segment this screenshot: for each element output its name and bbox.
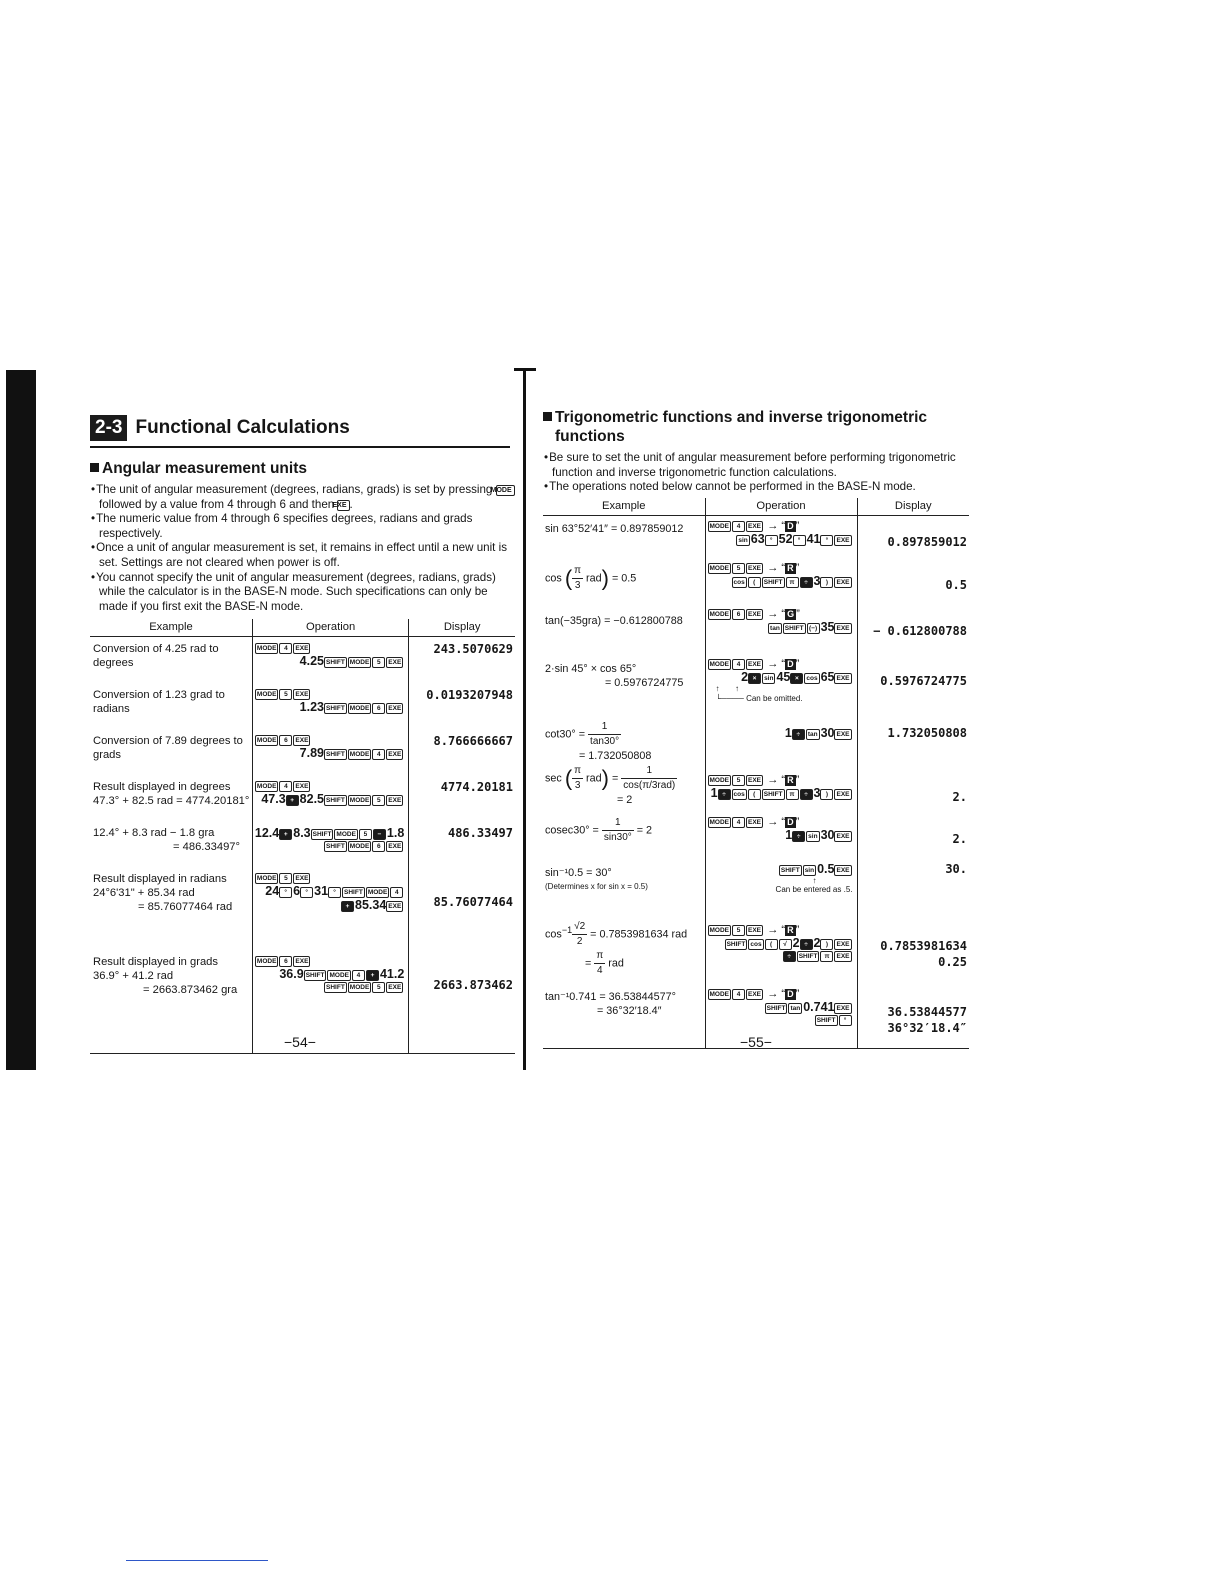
trig-table	[543, 498, 969, 1049]
display-value: 243.5070629	[433, 642, 513, 657]
header-example: Example	[543, 498, 705, 516]
mode-key-icon: MODE	[496, 485, 515, 496]
operation-cell: MODE 5 EXE → “ R ” SHIFT cos ( √ 2 ÷ 2 ) EXE ÷ SHIFT π EXE	[705, 914, 857, 978]
display-value: 85.76077464	[433, 895, 513, 910]
table-row	[90, 867, 515, 950]
display-value: 0.7853981634 0.25	[880, 938, 967, 969]
display-value: 2.	[952, 789, 967, 804]
example-cell: $\cos^{-1}$ $\frac{√2}{2}$ = 0.7853981634 rad = $\frac{\pi}{4}$ rad	[545, 920, 688, 976]
key-sequence: 4.25 SHIFT MODE 5 EXE	[299, 654, 402, 669]
key-sequence: SHIFT MODE 6 EXE	[326, 843, 402, 851]
section-title: Functional Calculations	[135, 417, 350, 438]
operation-cell: MODE 5 EXE → “ R ” 1 ÷ cos ( SHIFT π ÷ 3 ) EXE	[705, 764, 857, 812]
table-row	[543, 604, 969, 654]
example-cell: sin⁻¹0.5 = 30° (Determines x for sin x = 0.5)	[545, 866, 648, 891]
key-sequence: 24 ° 6 ° 31 ° SHIFT MODE 4	[253, 884, 408, 898]
key-sequence: MODE 6 EXE	[256, 737, 309, 745]
key-sequence: + 85.34 EXE	[253, 898, 408, 912]
header-operation: Operation	[705, 498, 857, 516]
example-cell: 12.4° + 8.3 rad − 1.8 gra = 486.33497°	[93, 827, 240, 854]
example-cell: sec ( $\frac{\pi}{3}$ rad) = $\frac{1}{\text{cos(π/3rad)}}$ = 2	[545, 764, 676, 806]
angular-bullets	[90, 483, 515, 614]
key-sequence: MODE 4 EXE	[256, 645, 309, 653]
key-sequence: SHIFT MODE 5 EXE	[326, 984, 402, 992]
table-row	[543, 764, 969, 812]
example-cell: Conversion of 7.89 degrees to grads	[93, 735, 243, 762]
example-cell: tan⁻¹0.741 = 36.53844577° = 36°32′18.4″	[543, 978, 705, 1049]
operation-cell	[252, 950, 408, 1033]
bullet-item: • The unit of angular measurement (degrees, radians, grads) is set by pressing MODE followed by a value from 4 through 6 and then EXE .	[90, 483, 515, 512]
display-value: 36.53844577 36°32′18.4″	[857, 978, 969, 1049]
table-row	[543, 914, 969, 978]
example-cell: Result displayed in grads 36.9° + 41.2 rad = 2663.873462 gra	[93, 956, 238, 997]
table-row	[543, 515, 969, 562]
example-cell: 2·sin 45° × cos 65° = 0.5976724775	[545, 662, 684, 689]
key-sequence: 1.23 SHIFT MODE 6 EXE	[299, 700, 402, 715]
left-page	[90, 400, 515, 1054]
table-header-row	[543, 498, 969, 516]
key-sequence: MODE 5 EXE	[256, 691, 309, 699]
square-bullet-icon	[543, 412, 552, 421]
operation-cell	[252, 683, 408, 729]
section-number-badge: 2-3	[90, 415, 127, 441]
operation-cell: MODE 4 EXE → “ D ” 1 ÷ sin 30 EXE	[705, 812, 857, 858]
key-sequence: MODE 6 EXE	[256, 958, 309, 966]
display-value: 8.766666667	[433, 734, 513, 749]
operation-cell	[252, 775, 408, 821]
operation-cell: MODE 5 EXE → “ R ” cos ( SHIFT π ÷ 3 ) EXE	[705, 562, 857, 604]
table-row	[543, 858, 969, 914]
display-value: 1.732050808	[887, 725, 967, 740]
table-row	[90, 637, 515, 684]
display-value: 0.5976724775	[880, 673, 967, 688]
table-row	[543, 562, 969, 604]
display-value: 0.5	[945, 577, 967, 592]
center-fold-rule	[523, 370, 526, 1070]
display-value: 4774.20181	[440, 780, 513, 795]
bullet-item: • Be sure to set the unit of angular measurement before performing trigonometric function and inverse trigonometric function calculations.	[543, 451, 969, 480]
bullet-item: • The operations noted below cannot be performed in the BASE-N mode.	[543, 480, 969, 495]
angular-table	[90, 619, 515, 1054]
table-row	[90, 683, 515, 729]
table-row	[90, 821, 515, 867]
header-display: Display	[409, 619, 515, 637]
key-sequence: 12.4 + 8.3 SHIFT MODE 5 − 1.8	[254, 826, 405, 841]
bullet-item: • Once a unit of angular measurement is set, it remains in effect until a new unit is set. Settings are not cleared when power is off.	[90, 541, 515, 570]
omit-note: ↑ ↑ └──── Can be omitted.	[715, 683, 803, 703]
example-cell: cosec30° = $\frac{1}{\sin 30^\circ}$ = 2	[545, 816, 653, 843]
operation-cell	[252, 867, 408, 950]
table-row	[90, 729, 515, 775]
key-sequence: 47.3 + 82.5 SHIFT MODE 5 EXE	[261, 792, 402, 807]
bullet-item: • The numeric value from 4 through 6 specifies degrees, radians and grads respectively.	[90, 512, 515, 541]
section-rule	[90, 446, 510, 448]
square-bullet-icon	[90, 463, 99, 472]
operation-cell	[252, 729, 408, 775]
header-operation: Operation	[252, 619, 408, 637]
subsection-title-angular: Angular measurement units	[90, 460, 515, 478]
display-value: 0.897859012	[887, 534, 967, 549]
example-cell: cos ( $\frac{\pi}{3}$ rad) = 0.5	[545, 564, 637, 591]
table-row	[90, 775, 515, 821]
table-row	[90, 950, 515, 1033]
section-header	[90, 415, 515, 441]
left-binding-strip	[6, 370, 36, 1070]
page-number-right: −55−	[740, 1034, 772, 1050]
key-sequence: 7.89 SHIFT MODE 4 EXE	[299, 746, 402, 761]
bullet-item: • You cannot specify the unit of angular measurement (degrees, radians, grads) while the calculator is in the BASE-N mode. Such specifications can only be made if you first exit the BASE-N mode.	[90, 571, 515, 615]
example-cell: Conversion of 4.25 rad to degrees	[93, 643, 219, 670]
display-value: 2663.873462	[433, 978, 513, 993]
example-cell: cot30° = $\frac{1}{\tan 30^\circ}$ = 1.732050808	[545, 720, 652, 762]
bottom-link-line	[126, 1560, 268, 1561]
display-value: − 0.612800788	[873, 623, 967, 638]
operation-cell: MODE 4 EXE → “ D ” sin 63 ° 52 ° 41 ° EXE	[705, 515, 857, 562]
operation-cell: 1 ÷ tan 30 EXE	[705, 718, 857, 764]
example-cell: sin 63°52′41″ = 0.897859012	[545, 522, 684, 535]
header-display: Display	[857, 498, 969, 516]
operation-cell: SHIFT sin 0.5 EXE ↑ Can be entered as .5.	[705, 858, 857, 914]
display-value: 0.0193207948	[426, 688, 513, 703]
enter-note: Can be entered as .5.	[775, 884, 853, 894]
header-example: Example	[90, 619, 252, 637]
example-cell: Conversion of 1.23 grad to radians	[93, 689, 225, 716]
key-sequence: MODE 4 EXE	[256, 783, 309, 791]
example-cell: Result displayed in radians 24°6'31" + 85.34 rad = 85.76077464 rad	[93, 873, 233, 914]
right-page	[543, 400, 969, 1049]
trig-bullets	[543, 451, 969, 495]
key-sequence: MODE 5 EXE	[256, 875, 309, 883]
display-value: 2.	[952, 831, 967, 846]
operation-cell	[252, 637, 408, 684]
example-cell: Result displayed in degrees 47.3° + 82.5 rad = 4774.20181°	[93, 781, 250, 808]
operation-cell	[252, 821, 408, 867]
example-cell: tan(−35gra) = −0.612800788	[545, 614, 683, 627]
exe-key-icon: EXE	[337, 500, 349, 511]
operation-cell: MODE 4 EXE → “ D ” SHIFT tan 0.741 EXE SHIFT °	[705, 978, 857, 1049]
table-header-row	[90, 619, 515, 637]
operation-cell: MODE 6 EXE → “ G ” tan SHIFT (−) 35 EXE	[705, 604, 857, 654]
display-value: 30.	[945, 861, 967, 876]
page-number-left: −54−	[284, 1034, 316, 1050]
display-value: 486.33497	[447, 826, 513, 841]
table-row	[543, 812, 969, 858]
table-row	[543, 718, 969, 764]
operation-cell: MODE 4 EXE → “ D ” 2 × sin 45 × cos 65 EXE ↑ ↑ └──── Can be omitted.	[705, 654, 857, 718]
subsection-title-trig: Trigonometric functions and inverse trigonometric functions	[543, 408, 969, 446]
key-sequence: 36.9 SHIFT MODE 4 + 41.2	[279, 967, 405, 982]
table-row	[543, 654, 969, 718]
